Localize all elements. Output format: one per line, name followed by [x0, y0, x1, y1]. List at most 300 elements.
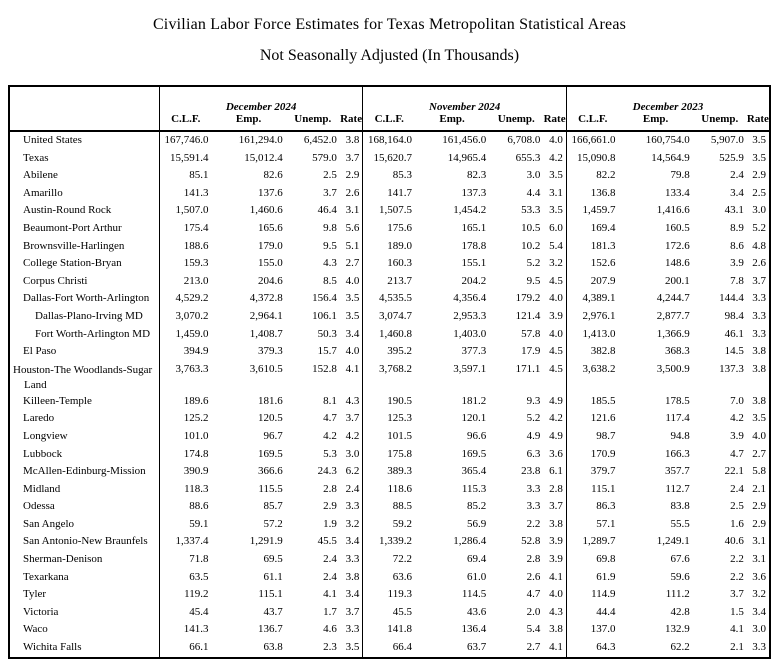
clf-value: 4,535.5	[363, 290, 415, 308]
emp-value: 3,597.1	[453, 362, 487, 375]
unemp-value: 9.3	[526, 394, 541, 407]
unemp-value: 5.4	[526, 623, 541, 636]
unemp-value: 179.2	[515, 292, 541, 305]
column-header-clf: C.L.F.	[363, 113, 415, 131]
emp-value: 132.9	[664, 623, 690, 636]
table-header	[9, 86, 770, 131]
clf-value: 207.9	[566, 273, 618, 291]
emp-value: 43.6	[466, 605, 487, 618]
rate-value: 3.8	[549, 517, 563, 530]
unemp-value: 3.7	[730, 588, 744, 601]
clf-value: 174.8	[159, 446, 211, 464]
rate-value: 3.8	[345, 570, 360, 583]
emp-value: 1,366.9	[656, 327, 690, 340]
table-row	[9, 586, 770, 604]
emp-value: 62.2	[670, 641, 690, 654]
rate-value: 5.4	[549, 239, 563, 252]
table-row	[9, 202, 770, 220]
rate-value: 4.9	[549, 394, 563, 407]
rate-value: 2.6	[752, 257, 766, 270]
unemp-value: 2.5	[323, 169, 337, 182]
clf-value: 160.3	[363, 255, 415, 273]
emp-value: 15,012.4	[244, 151, 283, 164]
emp-value: 69.5	[263, 553, 283, 566]
unemp-value: 2.4	[730, 482, 744, 495]
area-label: Texarkana	[23, 570, 69, 583]
emp-value: 1,291.9	[249, 535, 283, 548]
area-label: Waco	[23, 623, 48, 636]
emp-value: 83.8	[670, 500, 690, 513]
column-header-clf: C.L.F.	[566, 113, 618, 131]
emp-value: 67.6	[670, 553, 690, 566]
clf-value: 118.3	[159, 481, 211, 499]
unemp-value: 5.2	[526, 412, 541, 425]
rate-value: 4.0	[345, 345, 360, 358]
unemp-value: 6,452.0	[303, 134, 337, 146]
clf-value: 185.5	[566, 393, 618, 411]
clf-value: 71.8	[159, 551, 211, 569]
unemp-value: 2.2	[730, 553, 744, 566]
unemp-value: 4.7	[323, 412, 337, 425]
rate-value: 4.1	[549, 641, 563, 654]
unemp-value: 5.2	[526, 257, 541, 270]
column-header-emp: Emp.	[235, 113, 262, 125]
rate-value: 3.1	[752, 535, 766, 548]
emp-value: 1,454.2	[453, 204, 487, 217]
clf-value: 45.5	[363, 604, 415, 622]
unemp-value: 3.3	[526, 500, 541, 513]
emp-value: 169.5	[461, 447, 487, 460]
rate-value: 3.3	[345, 500, 360, 513]
area-label: El Paso	[23, 345, 57, 358]
table-row	[9, 481, 770, 499]
unemp-value: 2.3	[323, 641, 337, 654]
clf-value: 72.2	[363, 551, 415, 569]
emp-value: 4,356.4	[453, 292, 487, 305]
clf-value: 85.1	[159, 167, 211, 185]
rate-value: 3.7	[752, 274, 766, 287]
rate-value: 2.7	[752, 447, 766, 460]
emp-value: 1,403.0	[453, 327, 487, 340]
clf-value: 213.0	[159, 273, 211, 291]
clf-value: 141.7	[363, 185, 415, 203]
clf-value: 390.9	[159, 463, 211, 481]
rate-value: 4.0	[345, 274, 360, 287]
emp-value: 63.7	[466, 641, 487, 654]
page-title: Civilian Labor Force Estimates for Texas Metropolitan Statistical Areas	[152, 16, 627, 33]
rate-value: 3.7	[345, 412, 360, 425]
emp-value: 14,564.9	[651, 151, 690, 164]
clf-value: 136.8	[566, 185, 618, 203]
rate-value: 3.3	[345, 553, 360, 566]
unemp-value: 9.5	[323, 239, 337, 252]
rate-value: 3.8	[752, 345, 766, 358]
rate-value: 3.9	[549, 309, 563, 322]
unemp-value: 4.7	[526, 588, 541, 601]
rate-value: 6.0	[549, 221, 563, 234]
area-label: Brownsville-Harlingen	[23, 239, 125, 252]
unemp-value: 53.3	[521, 204, 541, 217]
column-header-rate: Rate	[746, 113, 769, 125]
rate-value: 3.1	[752, 553, 766, 566]
rate-value: 3.4	[345, 535, 360, 548]
unemp-value: 4.1	[323, 588, 337, 601]
unemp-value: 9.5	[526, 274, 541, 287]
emp-value: 204.6	[257, 274, 283, 287]
area-label: Wichita Falls	[23, 641, 82, 654]
unemp-value: 9.8	[323, 221, 337, 234]
rate-value: 4.0	[549, 588, 563, 601]
area-label: Lubbock	[23, 447, 63, 460]
table-row	[9, 551, 770, 569]
emp-value: 137.3	[461, 186, 487, 199]
clf-value: 1,289.7	[566, 533, 618, 551]
rate-value: 3.5	[345, 309, 360, 322]
rate-value: 3.5	[345, 641, 360, 654]
area-label: Houston-The Woodlands-Sugar Land	[13, 363, 153, 391]
unemp-value: 1.7	[323, 605, 337, 618]
rate-value: 3.7	[345, 605, 360, 618]
clf-value: 137.0	[566, 621, 618, 639]
clf-value: 88.6	[159, 498, 211, 516]
column-header-emp: Emp.	[642, 113, 669, 125]
unemp-value: 2.4	[323, 553, 337, 566]
area-label: Amarillo	[23, 186, 63, 199]
emp-value: 59.6	[670, 570, 690, 583]
emp-value: 169.5	[257, 447, 283, 460]
emp-value: 115.5	[258, 482, 283, 495]
unemp-value: 8.1	[323, 394, 337, 407]
unemp-value: 1.9	[323, 517, 337, 530]
unemp-value: 2.6	[526, 570, 541, 583]
rate-value: 3.9	[549, 535, 563, 548]
rate-value: 3.8	[752, 362, 766, 375]
area-label: San Angelo	[23, 517, 75, 530]
emp-value: 200.1	[664, 274, 690, 287]
rate-value: 4.0	[549, 292, 563, 305]
rate-value: 3.0	[345, 447, 360, 460]
table-row	[9, 621, 770, 639]
clf-value: 382.8	[566, 343, 618, 361]
clf-value: 1,459.7	[566, 202, 618, 220]
unemp-value: 2.8	[323, 482, 337, 495]
rate-value: 3.3	[752, 309, 766, 322]
emp-value: 160.5	[664, 221, 690, 234]
clf-value: 379.7	[566, 463, 618, 481]
unemp-value: 22.1	[724, 465, 744, 478]
area-label: San Antonio-New Braunfels	[23, 535, 148, 548]
emp-value: 179.0	[257, 239, 283, 252]
clf-value: 63.6	[363, 569, 415, 587]
unemp-value: 3.4	[730, 186, 744, 199]
unemp-value: 171.1	[515, 362, 541, 375]
clf-value: 57.1	[566, 516, 618, 534]
clf-value: 190.5	[363, 393, 415, 411]
emp-value: 1,286.4	[453, 535, 487, 548]
rate-value: 4.8	[752, 239, 766, 252]
rate-value: 3.3	[345, 623, 360, 636]
area-label: Corpus Christi	[23, 274, 88, 287]
clf-value: 181.3	[566, 238, 618, 256]
unemp-value: 4.1	[730, 623, 744, 636]
rate-value: 5.6	[345, 221, 360, 234]
rate-value: 4.1	[345, 362, 360, 375]
unemp-value: 121.4	[515, 309, 541, 322]
rate-value: 4.0	[549, 327, 563, 340]
emp-value: 165.1	[461, 221, 487, 234]
emp-value: 178.5	[664, 394, 690, 407]
unemp-value: 4.6	[323, 623, 337, 636]
emp-value: 1,416.6	[656, 204, 690, 217]
clf-value: 44.4	[566, 604, 618, 622]
rate-value: 3.5	[549, 169, 563, 182]
unemp-value: 2.4	[323, 570, 337, 583]
area-label: Fort Worth-Arlington MD	[35, 327, 151, 340]
area-column-header	[9, 86, 159, 131]
rate-value: 3.2	[752, 588, 766, 601]
table-row	[9, 150, 770, 168]
emp-value: 368.3	[664, 345, 690, 358]
emp-value: 165.6	[257, 221, 283, 234]
group-header-row	[9, 86, 770, 113]
column-header-emp: Emp.	[439, 113, 465, 125]
unemp-value: 4.3	[323, 257, 337, 270]
emp-value: 181.2	[461, 394, 487, 407]
table-row	[9, 308, 770, 326]
table-row	[9, 290, 770, 308]
unemp-value: 106.1	[312, 309, 337, 322]
area-label: Victoria	[23, 605, 59, 618]
clf-value: 118.6	[363, 481, 415, 499]
area-label: Killeen-Temple	[23, 394, 92, 407]
rate-value: 4.0	[752, 429, 766, 442]
unemp-value: 655.3	[515, 151, 541, 164]
group-header-december-2023: December 2023	[566, 86, 770, 113]
clf-value: 213.7	[363, 273, 415, 291]
area-label: Abilene	[23, 169, 58, 182]
rate-value: 4.5	[549, 362, 563, 375]
table-row	[9, 255, 770, 273]
unemp-value: 3.0	[526, 169, 541, 182]
unemp-value: 98.4	[724, 309, 744, 322]
table-row	[9, 343, 770, 361]
unemp-value: 23.8	[521, 465, 541, 478]
emp-value: 85.2	[466, 500, 487, 513]
clf-value: 125.2	[159, 410, 211, 428]
clf-value: 98.7	[566, 428, 618, 446]
unemp-value: 2.7	[526, 641, 541, 654]
emp-value: 172.6	[664, 239, 690, 252]
clf-value: 159.3	[159, 255, 211, 273]
unemp-value: 8.5	[323, 274, 337, 287]
emp-value: 4,372.8	[249, 292, 283, 305]
rate-value: 3.8	[752, 394, 766, 407]
clf-value: 125.3	[363, 410, 415, 428]
clf-value: 85.3	[363, 167, 415, 185]
clf-value: 175.6	[363, 220, 415, 238]
rate-value: 3.5	[345, 292, 360, 305]
rate-value: 3.2	[549, 257, 563, 270]
area-label: Beaumont-Port Arthur	[23, 221, 122, 234]
emp-value: 148.6	[664, 257, 690, 270]
emp-value: 379.3	[257, 345, 283, 358]
column-header-rate: Rate	[340, 113, 363, 125]
unemp-value: 137.3	[719, 362, 744, 375]
clf-value: 86.3	[566, 498, 618, 516]
clf-value: 141.3	[159, 621, 211, 639]
rate-value: 5.2	[752, 221, 766, 234]
emp-value: 112.7	[665, 482, 690, 495]
rate-value: 3.5	[549, 204, 563, 217]
unemp-value: 57.8	[521, 327, 541, 340]
rate-value: 2.9	[345, 169, 360, 182]
clf-value: 64.3	[566, 639, 618, 658]
rate-value: 3.1	[345, 204, 360, 217]
clf-value: 66.1	[159, 639, 211, 658]
area-label: United States	[23, 134, 82, 146]
rate-value: 2.9	[752, 169, 766, 182]
unemp-value: 7.8	[730, 274, 744, 287]
unemp-value: 2.0	[526, 605, 541, 618]
rate-value: 3.5	[752, 134, 766, 146]
emp-value: 82.3	[466, 169, 487, 182]
emp-value: 55.5	[670, 517, 690, 530]
emp-value: 120.5	[257, 412, 283, 425]
clf-value: 15,591.4	[159, 150, 211, 168]
column-header-clf: C.L.F.	[159, 113, 211, 131]
unemp-value: 8.6	[730, 239, 744, 252]
table-row	[9, 238, 770, 256]
emp-value: 57.2	[263, 517, 283, 530]
rate-value: 3.0	[752, 623, 766, 636]
clf-value: 3,070.2	[159, 308, 211, 326]
unemp-value: 152.8	[312, 362, 337, 375]
table-row	[9, 446, 770, 464]
clf-value: 1,339.2	[363, 533, 415, 551]
unemp-value: 46.1	[724, 327, 744, 340]
emp-value: 160,754.0	[645, 134, 690, 146]
rate-value: 4.3	[549, 605, 563, 618]
clf-value: 61.9	[566, 569, 618, 587]
table-row	[9, 393, 770, 411]
column-header-unemp: Unemp.	[497, 113, 535, 125]
emp-value: 117.4	[665, 412, 690, 425]
clf-value: 3,763.3	[159, 361, 211, 393]
rate-value: 4.2	[345, 429, 360, 442]
emp-value: 2,953.3	[453, 309, 487, 322]
rate-value: 5.8	[752, 465, 766, 478]
table-row	[9, 410, 770, 428]
clf-value: 389.3	[363, 463, 415, 481]
unemp-value: 50.3	[317, 327, 337, 340]
clf-value: 101.0	[159, 428, 211, 446]
emp-value: 161,294.0	[238, 134, 283, 146]
table-row	[9, 131, 770, 150]
emp-value: 1,408.7	[249, 327, 283, 340]
unemp-value: 1.6	[730, 517, 744, 530]
emp-value: 111.2	[665, 588, 690, 601]
unemp-value: 4.9	[526, 429, 541, 442]
unemp-value: 3.7	[323, 186, 337, 199]
emp-value: 137.6	[257, 186, 283, 199]
table-row	[9, 533, 770, 551]
rate-value: 3.3	[752, 292, 766, 305]
clf-value: 166,661.0	[566, 131, 618, 150]
unemp-value: 3.3	[526, 482, 541, 495]
emp-value: 43.7	[263, 605, 283, 618]
table-row	[9, 569, 770, 587]
emp-value: 3,500.9	[656, 362, 690, 375]
clf-value: 45.4	[159, 604, 211, 622]
rate-value: 2.5	[752, 186, 766, 199]
clf-value: 121.6	[566, 410, 618, 428]
unemp-value: 2.5	[730, 500, 744, 513]
rate-value: 3.7	[549, 500, 563, 513]
unemp-value: 45.5	[317, 535, 337, 548]
rate-value: 3.5	[752, 151, 766, 164]
clf-value: 88.5	[363, 498, 415, 516]
clf-value: 175.4	[159, 220, 211, 238]
clf-value: 3,074.7	[363, 308, 415, 326]
clf-value: 152.6	[566, 255, 618, 273]
clf-value: 69.8	[566, 551, 618, 569]
clf-value: 4,529.2	[159, 290, 211, 308]
rate-value: 4.2	[549, 151, 563, 164]
clf-value: 141.8	[363, 621, 415, 639]
clf-value: 1,459.0	[159, 326, 211, 344]
unemp-value: 43.1	[724, 204, 744, 217]
emp-value: 133.4	[664, 186, 690, 199]
group-header-december-2024: December 2024	[159, 86, 363, 113]
clf-value: 2,976.1	[566, 308, 618, 326]
unemp-value: 8.9	[730, 221, 744, 234]
clf-value: 3,638.2	[566, 361, 618, 393]
rate-value: 2.9	[752, 517, 766, 530]
rate-value: 3.7	[345, 151, 360, 164]
column-header-unemp: Unemp.	[701, 113, 739, 125]
table-row	[9, 498, 770, 516]
unemp-value: 40.6	[724, 535, 744, 548]
emp-value: 120.1	[461, 412, 487, 425]
emp-value: 4,244.7	[656, 292, 690, 305]
unemp-value: 3.9	[730, 429, 744, 442]
table-row	[9, 273, 770, 291]
table-body	[9, 131, 770, 658]
clf-value: 101.5	[363, 428, 415, 446]
clf-value: 82.2	[566, 167, 618, 185]
unemp-value: 2.9	[323, 500, 337, 513]
emp-value: 69.4	[466, 553, 487, 566]
emp-value: 166.3	[664, 447, 690, 460]
clf-value: 1,507.5	[363, 202, 415, 220]
table-row	[9, 185, 770, 203]
clf-value: 1,337.4	[159, 533, 211, 551]
clf-value: 15,090.8	[566, 150, 618, 168]
area-label: Midland	[23, 482, 61, 495]
clf-value: 168,164.0	[363, 131, 415, 150]
clf-value: 119.3	[363, 586, 415, 604]
table-row	[9, 361, 770, 393]
rate-value: 3.4	[345, 588, 360, 601]
rate-value: 4.3	[345, 394, 360, 407]
rate-value: 3.0	[752, 204, 766, 217]
area-label: Sherman-Denison	[23, 553, 103, 566]
table-row	[9, 326, 770, 344]
rate-value: 3.4	[345, 327, 360, 340]
emp-value: 14,965.4	[447, 151, 487, 164]
rate-value: 4.5	[549, 274, 563, 287]
emp-value: 155.1	[461, 257, 487, 270]
